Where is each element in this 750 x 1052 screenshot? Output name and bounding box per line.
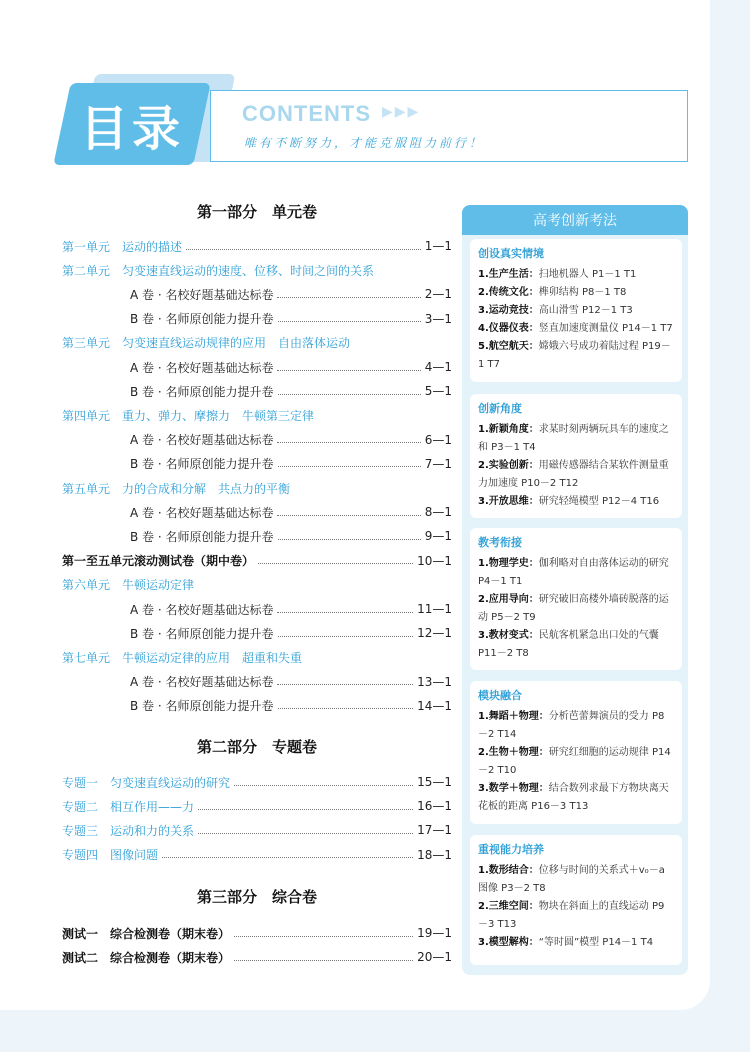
toc-row[interactable] xyxy=(62,381,452,401)
toc-row-label: A 卷 · 名校好题基础达标卷 xyxy=(130,602,274,617)
card-item xyxy=(478,708,674,744)
dot-leader xyxy=(277,370,420,371)
card-innovation-angle xyxy=(470,394,682,518)
dot-leader xyxy=(278,636,414,637)
card-item-key: 2.三维空间： xyxy=(478,901,539,912)
card-title: 重视能力培养 xyxy=(478,843,544,856)
dot-leader xyxy=(278,539,421,540)
card-item-key: 3.开放思维： xyxy=(478,496,539,507)
toc-row[interactable] xyxy=(62,599,452,619)
card-item xyxy=(478,780,674,816)
card-item-text: 研究破旧高楼外墙砖脱落的运动 P5－2 T9 xyxy=(478,594,669,623)
card-item-key: 2.传统文化： xyxy=(478,287,539,298)
toc-row-page: 12—1 xyxy=(417,626,452,641)
dot-leader xyxy=(277,442,420,443)
toc-row[interactable] xyxy=(62,820,452,840)
card-item-text: 分析芭蕾舞演员的受力 P8－2 T14 xyxy=(478,711,665,740)
card-item-text: 榫卯结构 P8－1 T8 xyxy=(538,287,627,298)
card-item-key: 2.生物＋物理： xyxy=(478,747,549,758)
toc-row[interactable] xyxy=(62,357,452,377)
card-item-key: 3.教材变式： xyxy=(478,630,539,641)
card-item-key: 1.舞蹈＋物理： xyxy=(478,711,549,722)
toc-row-label: 第六单元 牛顿运动定律 xyxy=(62,578,195,593)
dot-leader xyxy=(278,708,414,709)
card-title: 创设真实情境 xyxy=(478,247,544,260)
card-item xyxy=(478,744,674,780)
toc-row[interactable] xyxy=(62,947,452,967)
dot-leader xyxy=(198,833,413,834)
toc-row-label: A 卷 · 名校好题基础达标卷 xyxy=(130,287,274,302)
toc-row-label: 测试一 综合检测卷（期末卷） xyxy=(62,926,231,941)
card-item-text: 伽利略对自由落体运动的研究 P4－1 T1 xyxy=(478,558,669,587)
page-title: 目录 xyxy=(79,100,184,157)
toc-row-label: 第五单元 力的合成和分解 共点力的平衡 xyxy=(62,481,291,496)
card-item-key: 1.数形结合： xyxy=(478,865,539,876)
card-item-key: 5.航空航天： xyxy=(478,341,539,352)
dot-leader xyxy=(258,563,413,564)
toc-row-page: 18—1 xyxy=(417,847,452,862)
toc-row[interactable] xyxy=(62,405,452,425)
card-item xyxy=(478,320,674,338)
toc-row-page: 4—1 xyxy=(424,360,452,374)
card-item-key: 1.新颖角度： xyxy=(478,424,539,435)
card-real-context xyxy=(470,239,682,382)
toc-row-label: A 卷 · 名校好题基础达标卷 xyxy=(130,505,274,520)
card-item xyxy=(478,284,674,302)
toc-row-label: 专题二 相互作用——力 xyxy=(62,799,195,814)
card-item-text: 物块在斜面上的直线运动 P9－3 T13 xyxy=(478,901,665,930)
toc-row-label: A 卷 · 名校好题基础达标卷 xyxy=(130,360,274,375)
toc-row-label: B 卷 · 名师原创能力提升卷 xyxy=(130,529,274,544)
card-item xyxy=(478,555,674,591)
card-ability xyxy=(470,835,682,965)
toc-row[interactable] xyxy=(62,430,452,450)
toc-row-page: 11—1 xyxy=(417,602,452,616)
part-title-1: 第一部分 单元卷 xyxy=(196,203,317,221)
card-item xyxy=(478,862,674,898)
card-item-text: 扫地机器人 P1－1 T1 xyxy=(538,269,637,280)
dot-leader xyxy=(234,960,413,961)
card-teaching-link xyxy=(470,528,682,670)
toc-row-label: B 卷 · 名师原创能力提升卷 xyxy=(130,384,274,399)
card-item-text: 嫦娥六号成功着陆过程 P19－1 T7 xyxy=(478,341,671,370)
toc-row-label: B 卷 · 名师原创能力提升卷 xyxy=(130,312,274,327)
toc-row-label: A 卷 · 名校好题基础达标卷 xyxy=(130,675,274,690)
toc-row-page: 9—1 xyxy=(424,529,452,544)
toc-row-page: 19—1 xyxy=(417,926,452,940)
dot-leader xyxy=(277,515,420,516)
dot-leader xyxy=(198,809,413,810)
card-item xyxy=(478,266,674,284)
card-item-key: 2.应用导向： xyxy=(478,594,539,605)
dot-leader xyxy=(162,857,413,858)
card-item-text: 民航客机紧急出口处的气囊 P11－2 T8 xyxy=(478,630,659,659)
toc-row[interactable] xyxy=(62,772,452,792)
toc-row-page: 13—1 xyxy=(417,674,452,689)
innovation-panel-title: 高考创新考法 xyxy=(462,205,688,235)
toc-row-page: 7—1 xyxy=(424,456,452,471)
toc-row[interactable] xyxy=(62,502,452,522)
toc-row-label: 第一至五单元滚动测试卷（期中卷） xyxy=(62,554,255,569)
card-item-text: 求某时刻两辆玩具车的速度之和 P3－1 T4 xyxy=(478,424,669,453)
toc-row-page: 15—1 xyxy=(417,775,452,789)
card-item-key: 3.运动竞技： xyxy=(478,305,539,316)
card-item-text: 研究轻绳模型 P12－4 T16 xyxy=(538,496,660,507)
card-item-key: 3.数学＋物理： xyxy=(478,783,549,794)
slogan: 唯有不断努力，才能克服阻力前行！ xyxy=(244,136,485,150)
toc-row[interactable] xyxy=(62,923,452,943)
dot-leader xyxy=(278,466,421,467)
card-item xyxy=(478,493,674,511)
toc-row-page: 8—1 xyxy=(424,505,452,520)
toc-row[interactable] xyxy=(62,575,452,595)
toc-row[interactable] xyxy=(62,526,452,546)
toc-row[interactable] xyxy=(62,454,452,474)
card-item-text: 结合数列求最下方物块离天花板的距离 P16－3 T13 xyxy=(478,783,669,812)
card-item-key: 4.仪器仪表： xyxy=(478,323,539,334)
dot-leader xyxy=(234,785,413,786)
card-item-text: 竖直加速度测量仪 P14－1 T7 xyxy=(538,323,673,334)
toc-row[interactable] xyxy=(62,236,452,256)
toc-row[interactable] xyxy=(62,672,452,692)
toc-row[interactable] xyxy=(62,478,452,498)
toc-row-page: 17—1 xyxy=(417,823,452,838)
toc-row[interactable] xyxy=(62,696,452,716)
arrows-decoration: ▶▶▶ xyxy=(382,104,421,120)
card-item xyxy=(478,591,674,627)
toc-row-label: 专题三 运动和力的关系 xyxy=(62,823,195,838)
toc-row-page: 2—1 xyxy=(424,287,452,302)
toc-row-page: 3—1 xyxy=(424,311,452,326)
toc-row[interactable] xyxy=(62,845,452,865)
card-item-key: 3.模型解构： xyxy=(478,937,539,948)
dot-leader xyxy=(278,394,421,395)
toc-row[interactable] xyxy=(62,333,452,353)
card-title: 教考衔接 xyxy=(478,536,522,549)
dot-leader xyxy=(278,321,421,322)
toc-row[interactable] xyxy=(62,551,452,571)
dot-leader xyxy=(277,297,420,298)
toc-row-page: 6—1 xyxy=(424,432,452,447)
contents-heading: CONTENTS xyxy=(242,101,371,126)
toc-row-label: 第七单元 牛顿运动定律的应用 超重和失重 xyxy=(62,650,303,665)
card-item xyxy=(478,627,674,663)
dot-leader xyxy=(277,612,413,613)
card-item-text: 研究红细胞的运动规律 P14－2 T10 xyxy=(478,747,671,776)
toc-row-label: 第二单元 匀变速直线运动的速度、位移、时间之间的关系 xyxy=(62,263,375,278)
toc-row-label: 第四单元 重力、弹力、摩擦力 牛顿第三定律 xyxy=(62,408,315,423)
card-item-text: 位移与时间的关系式＋v₀－a 图像 P3－2 T8 xyxy=(478,865,665,894)
toc-row-label: B 卷 · 名师原创能力提升卷 xyxy=(130,626,274,641)
card-item-key: 2.实验创新： xyxy=(478,460,539,471)
toc-row-label: 第三单元 匀变速直线运动规律的应用 自由落体运动 xyxy=(62,336,351,351)
toc-row[interactable] xyxy=(62,309,452,329)
part-title-2: 第二部分 专题卷 xyxy=(196,738,317,756)
dot-leader xyxy=(277,684,413,685)
card-item xyxy=(478,898,674,934)
card-module-fusion xyxy=(470,681,682,824)
card-item-key: 1.生产生活： xyxy=(478,269,539,280)
card-item xyxy=(478,934,674,952)
card-item-text: 用磁传感器结合某软件测量重力加速度 P10－2 T12 xyxy=(478,460,669,489)
toc-row-label: 测试二 综合检测卷（期末卷） xyxy=(62,950,231,965)
card-title: 模块融合 xyxy=(478,689,522,702)
card-item xyxy=(478,302,674,320)
card-item xyxy=(478,421,674,457)
toc-row-page: 1—1 xyxy=(424,239,452,253)
dot-leader xyxy=(234,936,413,937)
part-title-3: 第三部分 综合卷 xyxy=(196,888,317,906)
card-item xyxy=(478,338,674,374)
card-item-text: “等时圆”模型 P14－1 T4 xyxy=(538,937,654,948)
toc-row-label: 专题一 匀变速直线运动的研究 xyxy=(62,775,231,790)
toc-row[interactable] xyxy=(62,647,452,667)
toc-row-page: 10—1 xyxy=(417,553,452,568)
toc-row-page: 20—1 xyxy=(417,950,452,965)
toc-row-label: B 卷 · 名师原创能力提升卷 xyxy=(130,699,274,714)
toc-row-label: A 卷 · 名校好题基础达标卷 xyxy=(130,433,274,448)
toc-row-page: 5—1 xyxy=(424,384,452,399)
card-title: 创新角度 xyxy=(478,402,522,415)
toc-row-label: B 卷 · 名师原创能力提升卷 xyxy=(130,457,274,472)
card-item-key: 1.物理学史： xyxy=(478,558,539,569)
toc-row[interactable] xyxy=(62,623,452,643)
dot-leader xyxy=(186,249,421,250)
toc-row-page: 16—1 xyxy=(417,799,452,814)
card-item-text: 高山滑雪 P12－1 T3 xyxy=(538,305,633,316)
toc-row-label: 第一单元 运动的描述 xyxy=(62,239,183,254)
toc-row[interactable] xyxy=(62,284,452,304)
toc-row-page: 14—1 xyxy=(417,698,452,713)
card-item xyxy=(478,457,674,493)
toc-row[interactable] xyxy=(62,260,452,280)
toc-row-label: 专题四 图像问题 xyxy=(62,848,159,863)
toc-row[interactable] xyxy=(62,796,452,816)
